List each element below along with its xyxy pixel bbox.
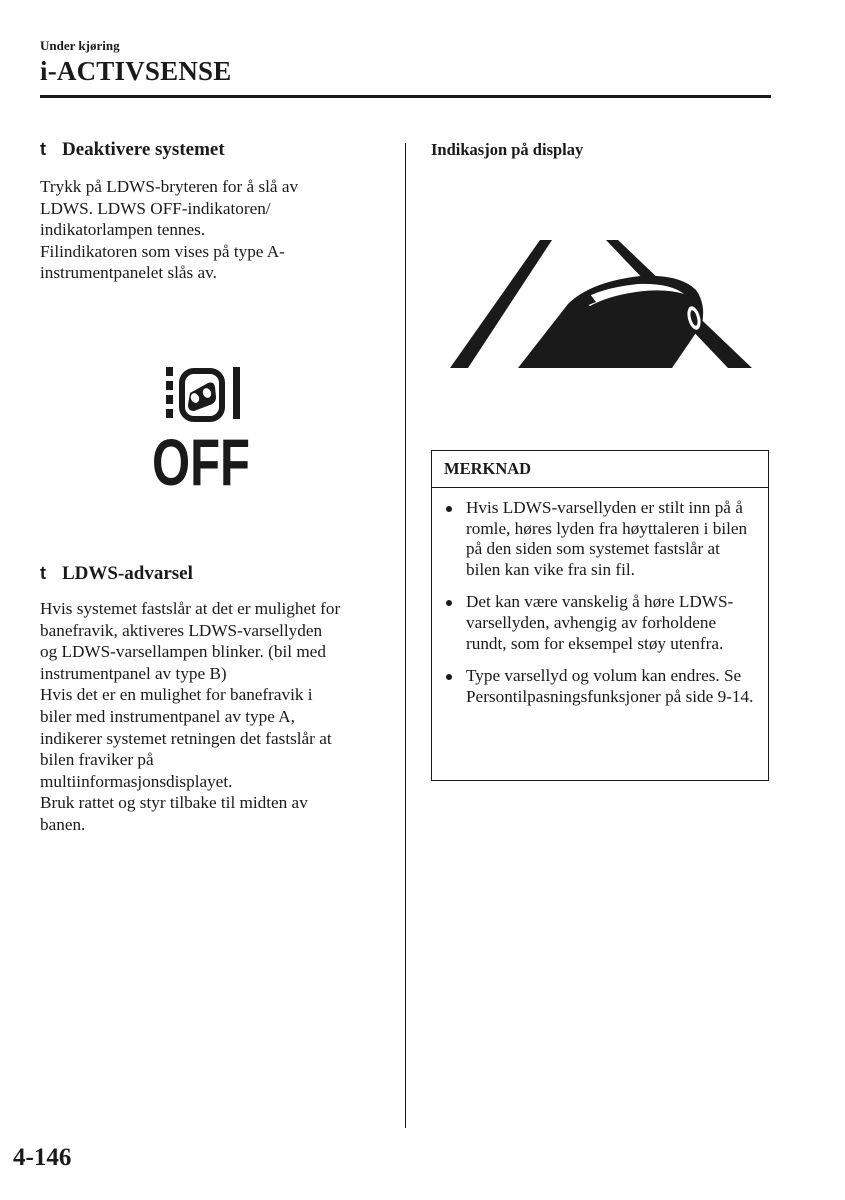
text-line: LDWS. LDWS OFF-indikatoren/ [40, 198, 271, 218]
note-title: MERKNAD [432, 451, 768, 488]
page-title: i-ACTIVSENSE [40, 56, 232, 86]
note-item: Det kan være vanskelig å høre LDWS-varsellyden, avhengig av forholdene rundt, som for eksempel støy utenfra. [466, 592, 758, 654]
heading-ldws-warning [40, 563, 193, 585]
text-line: banen. [40, 814, 86, 834]
note-item: Type varsellyd og volum kan endres. Se Persontilpasningsfunksjoner på side 9-14. [466, 666, 758, 707]
heading-display-indication: Indikasjon på display [431, 140, 584, 159]
text-line: bilen fraviker på [40, 750, 154, 770]
title-divider [40, 95, 771, 98]
lane-departure-display-icon [440, 238, 760, 378]
text-line: multiinformasjonsdisplayet. [40, 771, 233, 791]
text-line: Trykk på LDWS-bryteren for å slå av [40, 177, 299, 196]
ldws-off-indicator-icon [146, 365, 256, 499]
heading-ldws-warning-text: LDWS-advarsel [62, 563, 193, 584]
paragraph-ldws-warning [40, 598, 392, 836]
text-line: biler med instrumentpanel av type A, [40, 706, 295, 726]
text-line: Bruk rattet og styr tilbake til midten av [40, 793, 308, 813]
text-line: Hvis systemet fastslår at det er mulighet for [40, 599, 341, 618]
note-box [431, 450, 769, 781]
section-label: Under kjøring [40, 38, 120, 53]
text-line: banefravik, aktiveres LDWS-varsellyden [40, 620, 323, 640]
text-line: instrumentpanel av type B) [40, 663, 227, 683]
bullet-marker: t [40, 139, 46, 159]
text-line: og LDWS-varsellampen blinker. (bil med [40, 642, 326, 662]
text-line: instrumentpanelet slås av. [40, 263, 217, 283]
note-item: Hvis LDWS-varsellyden er stilt inn på å romle, høres lyden fra høyttaleren i bilen på den siden som systemet fastslår at bilen kan vike fra sin fil. [466, 498, 758, 580]
bullet-marker: t [40, 563, 46, 583]
note-list [432, 488, 768, 707]
text-line: Hvis det er en mulighet for banefravik i [40, 685, 313, 705]
column-divider [405, 143, 406, 1128]
off-label: OFF [152, 425, 250, 499]
paragraph-deactivate [40, 176, 392, 284]
text-line: indikerer systemet retningen det fastslår at [40, 728, 332, 748]
text-line: Filindikatoren som vises på type A- [40, 241, 285, 261]
heading-deactivate-text: Deaktivere systemet [62, 139, 225, 160]
heading-deactivate [40, 139, 225, 161]
text-line: indikatorlampen tennes. [40, 220, 206, 240]
page-number: 4-146 [13, 1144, 72, 1171]
